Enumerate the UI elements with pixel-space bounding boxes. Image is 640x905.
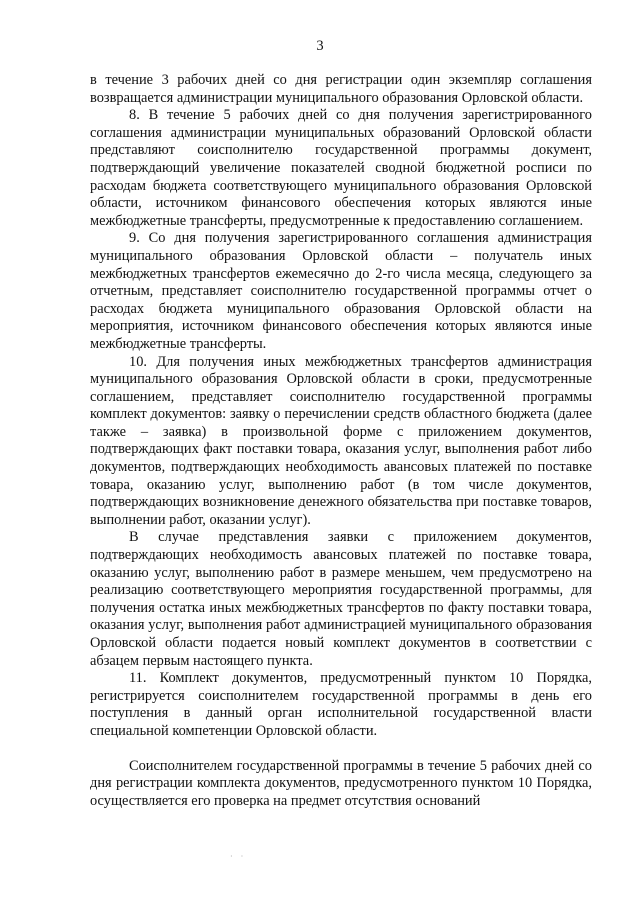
paragraph-item-10-advance: В случае представления заявки с приложением документов, подтверждающих необходимость авансовых платежей по поставке товара, оказанию услуг, выполнению работ в размере меньшем, чем предусмотрено на реализацию соответствующего мероприятия государственной программы, для получения остатка иных межбюджетных трансфертов по факту поставки товара, оказания услуг, выполнения работ администрацией муниципального образования Орловской области подается новый комплект документов в соответствии с абзацем первым настоящего пункта. bbox=[90, 529, 592, 669]
paragraph-item-10: 10. Для получения иных межбюджетных трансфертов администрация муниципального образования Орловской области в сроки, предусмотренные соглашением, представляет соисполнителю государственной программы комплект документов: заявку о перечислении средств областного бюджета (далее также – заявка) в произвольной форме с приложением документов, подтверждающих факт поставки товара, оказания услуг, выполнения работ либо документов, подтверждающих необходимость авансовых платежей по поставке товара, оказанию услуг, выполнению работ (в том числе документов, подтверждающих возникновение денежного обязательства при поставке товаров, выполнении работ, оказании услуг). bbox=[90, 353, 592, 528]
paragraph-item-9: 9. Со дня получения зарегистрированного соглашения администрация муниципального образования Орловской области – получатель иных межбюджетных трансфертов ежемесячно до 2-го числа месяца, следующего за отчетным, представляет соисполнителю государственной программы отчет о расходах бюджета муниципального образования Орловской области на мероприятия, источником финансового обеспечения которых являются иные межбюджетные трансферты. bbox=[90, 230, 592, 352]
paragraph-item-11-check: Соисполнителем государственной программы в течение 5 рабочих дней со дня регистрации комплекта документов, предусмотренного пунктом 10 Порядка, осуществляется его проверка на предмет отсутствия оснований bbox=[90, 757, 592, 809]
paragraph-item-8: 8. В течение 5 рабочих дней со дня получения зарегистрированного соглашения администрации муниципальных образований Орловской области представляют соисполнителю государственной программы документ, подтверждающий увеличение показателей сводной бюджетной росписи по расходам бюджета соответствующего муниципального образования Орловской области, источником финансового обеспечения которых являются иные межбюджетные трансферты, предусмотренные к предоставлению соглашением. bbox=[90, 107, 592, 229]
paragraph-continuation: в течение 3 рабочих дней со дня регистрации один экземпляр соглашения возвращается администрации муниципального образования Орловской области. bbox=[90, 72, 592, 106]
page-number: 3 bbox=[316, 38, 324, 54]
paragraph-item-11: 11. Комплект документов, предусмотренный пунктом 10 Порядка, регистрируется соисполнителем государственной программы в день его поступления в данный орган исполнительной государственной власти специальной компетенции Орловской области. bbox=[90, 670, 592, 739]
scan-artifact: · · bbox=[230, 852, 247, 861]
document-body bbox=[90, 72, 592, 810]
